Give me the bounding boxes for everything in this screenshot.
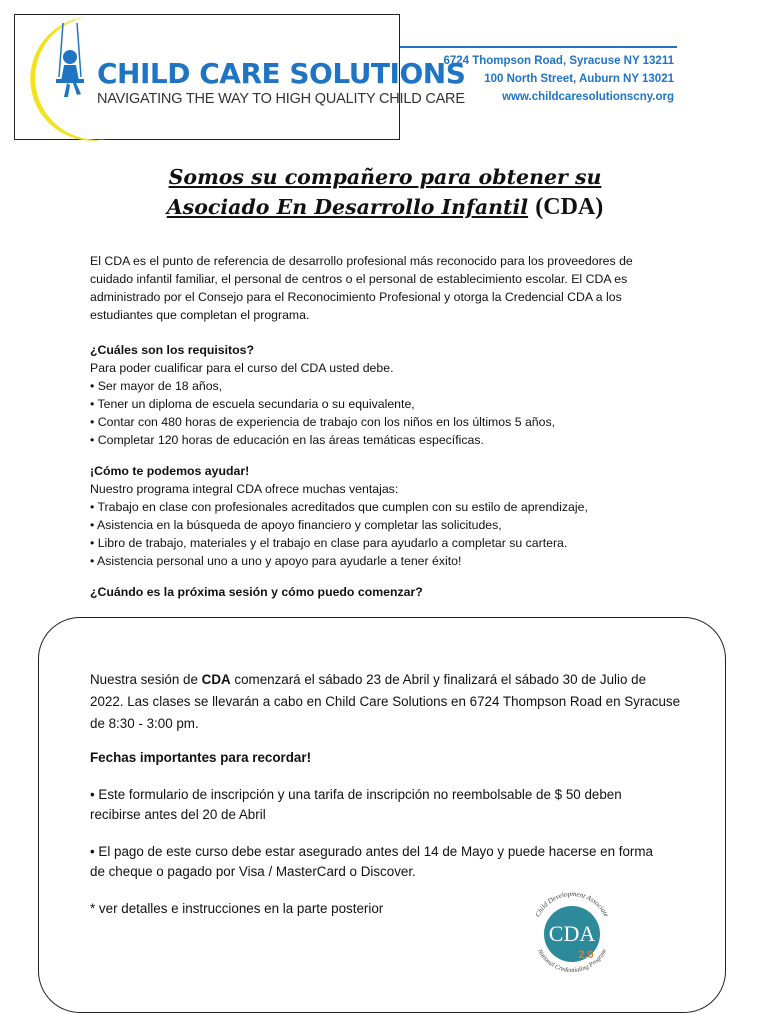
cda-logo-bottom-text: National Credentialing Program	[535, 948, 609, 975]
title-line-1: Somos su compañero para obtener su	[168, 165, 602, 189]
session-cda-bold: CDA	[201, 672, 231, 687]
help-section	[90, 462, 680, 570]
list-item: • Trabajo en clase con profesionales acreditados que cumplen con su estilo de aprendizaje,	[90, 500, 588, 514]
intro-line: estudiantes que completan el programa.	[90, 308, 310, 322]
logo-tagline: NAVIGATING THE WAY TO HIGH QUALITY CHILD CARE	[97, 91, 465, 107]
requirements-lead: Para poder cualificar para el curso del CDA usted debe.	[90, 361, 394, 375]
date-item-2	[90, 842, 690, 882]
back-note-text: * ver detalles e instrucciones en la parte posterior	[90, 901, 384, 916]
title-emphasis: Asociado En Desarrollo Infantil	[166, 195, 529, 219]
intro-line: El CDA es el punto de referencia de desarrollo profesional más reconocido para los proveedores de	[90, 254, 633, 268]
logo-title: CHILD CARE SOLUTIONS	[97, 57, 466, 90]
next-session-heading: ¿Cuándo es la próxima sesión y cómo puedo comenzar?	[90, 585, 423, 599]
session-line-1	[90, 669, 690, 691]
cda-logo-top-text: Child Development Associate	[533, 889, 611, 919]
requirements-section	[90, 341, 680, 449]
list-item: • Completar 120 horas de educación en las áreas temáticas específicas.	[90, 433, 484, 447]
list-item: • Tener un diploma de escuela secundaria o su equivalente,	[90, 397, 415, 411]
page-title	[0, 162, 770, 222]
logo-box	[14, 14, 466, 140]
help-heading: ¡Cómo te podemos ayudar!	[90, 464, 250, 478]
list-item: • Contar con 480 horas de experiencia de trabajo con los niños en los últimos 5 años,	[90, 415, 556, 429]
intro-line: cuidado infantil familiar, el personal de centros o el personal de establecimiento escolar. El CDA es	[90, 272, 628, 286]
title-line-2	[0, 192, 770, 222]
address-rule	[400, 46, 677, 48]
session-text: Nuestra sesión de	[90, 672, 202, 687]
dates-heading	[90, 748, 690, 768]
date-item-line: • El pago de este curso debe estar asegurado antes del 14 de Mayo y puede hacerse en forma	[90, 844, 653, 859]
session-text: comenzará el sábado 23 de Abril y finalizará el sábado 30 de Julio de	[230, 672, 647, 687]
session-line-2: 2022. Las clases se llevarán a cabo en Child Care Solutions en 6724 Thompson Road en Syracuse	[90, 694, 681, 709]
date-item-line: de cheque o pagado por Visa / MasterCard o Discover.	[90, 864, 416, 879]
date-item-line: • Este formulario de inscripción y una tarifa de inscripción no reembolsable de $ 50 deben	[90, 787, 622, 802]
address-line-syracuse: 6724 Thompson Road, Syracuse NY 13211	[443, 55, 674, 67]
title-cda: (CDA)	[535, 194, 604, 220]
website-link[interactable]: www.childcaresolutionscny.org	[502, 91, 674, 103]
cda-logo-version: 2.0	[578, 949, 594, 961]
cda-credential-logo	[528, 882, 616, 982]
list-item: • Asistencia en la búsqueda de apoyo financiero y completar las solicitudes,	[90, 518, 502, 532]
address-line-auburn: 100 North Street, Auburn NY 13021	[484, 73, 674, 85]
list-item: • Asistencia personal uno a uno y apoyo para ayudarle a tener éxito!	[90, 554, 462, 568]
session-line-3: de 8:30 - 3:00 pm.	[90, 716, 199, 731]
list-item: • Ser mayor de 18 años,	[90, 379, 223, 393]
intro-line: administrado por el Consejo para el Reconocimiento Profesional y otorga la Credencial CDA a los	[90, 290, 622, 304]
help-lead: Nuestro programa integral CDA ofrece muchas ventajas:	[90, 482, 399, 496]
requirements-heading: ¿Cuáles son los requisitos?	[90, 343, 254, 357]
date-item-line: recibirse antes del 20 de Abril	[90, 807, 266, 822]
cda-logo-main: CDA	[548, 921, 596, 946]
list-item: • Libro de trabajo, materiales y el trabajo en clase para ayudarlo a completar su cartera.	[90, 536, 568, 550]
next-session-section	[90, 583, 680, 601]
dates-heading-text: Fechas importantes para recordar!	[90, 750, 312, 765]
session-paragraph	[90, 669, 690, 735]
date-item-1	[90, 785, 690, 825]
intro-paragraph	[90, 252, 680, 324]
address-block	[443, 52, 674, 106]
